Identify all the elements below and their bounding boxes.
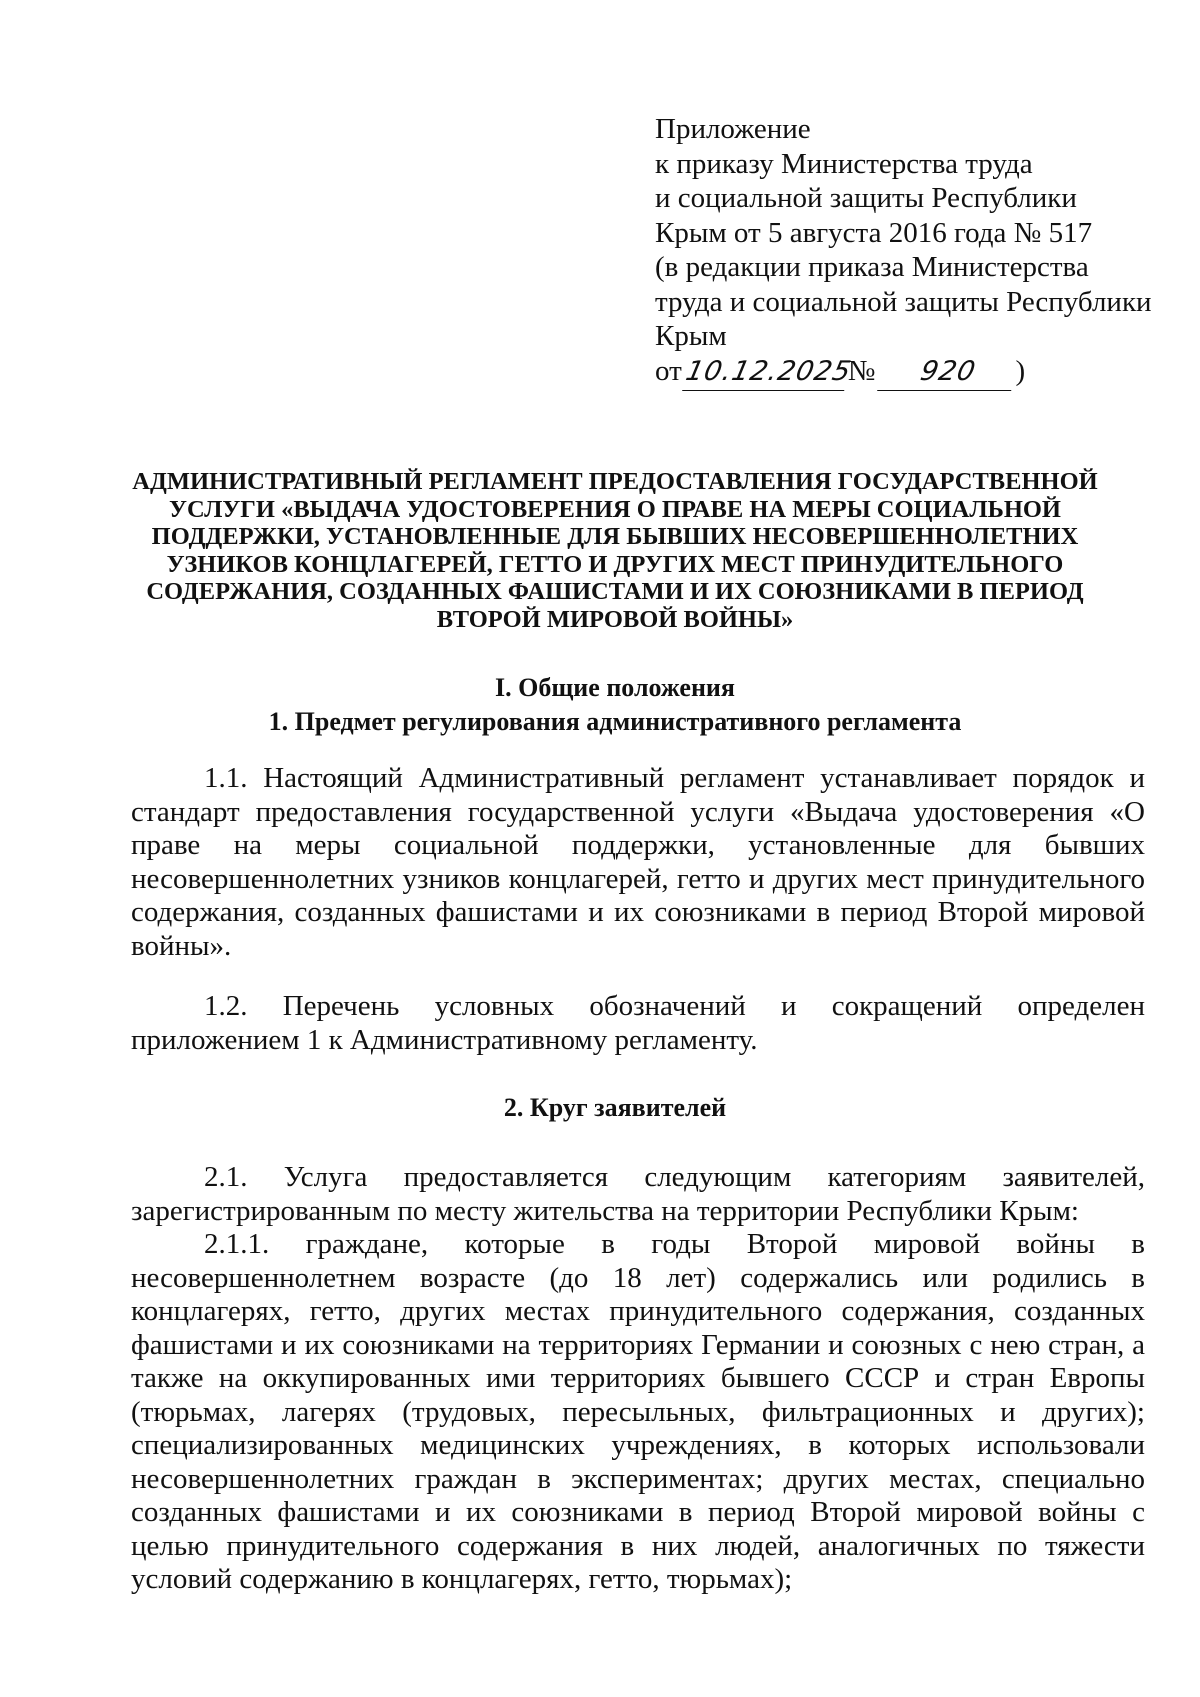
- closing-paren: ): [1015, 354, 1026, 387]
- handwritten-number: 920: [878, 355, 1020, 391]
- section-heading-general: I. Общие положения: [495, 673, 735, 702]
- edition-date-line: [655, 354, 1175, 394]
- appendix-block: [655, 112, 1175, 394]
- paragraph-1-2: 1.2. Перечень условных обозначений и сокращений определен приложением 1 к Административному регламенту.: [131, 990, 1145, 1056]
- paragraph-2-1-1: 2.1.1. граждане, которые в годы Второй мировой войны в несовершеннолетнем возрасте (до 18 лет) содержались или родились в концлагерях, гетто, других местах принудительного содержания, созданных фашистами и их союзниками на территориях Германии и союзных с нею стран, а также на оккупированных ими территориях бывшего СССР и стран Европы (тюрьмах, лагерях (трудовых, пересыльных, фильтрационных и других); специализированных медицинских учреждениях, в которых использовали несовершеннолетних граждан в экспериментах; других местах, специально созданных фашистами и их союзниками в период Второй мировой войны с целью принудительного содержания в них людей, аналогичных по тяжести условий содержанию в концлагерях, гетто, тюрьмах);: [131, 1228, 1145, 1595]
- paragraph-2-1: 2.1. Услуга предоставляется следующим категориям заявителей, зарегистрированным по месту жительства на территории Республики Крым:: [131, 1161, 1145, 1227]
- appendix-line: и социальной защиты Республики: [655, 182, 1077, 214]
- handwritten-date: 10.12.2025: [682, 355, 852, 391]
- appendix-line: к приказу Министерства труда: [655, 147, 1033, 180]
- appendix-line: труда и социальной защиты Республики: [655, 285, 1152, 318]
- appendix-line: Крым: [655, 320, 727, 352]
- appendix-line: Приложение: [655, 113, 811, 145]
- paragraph-1-1: 1.1. Настоящий Административный регламент устанавливает порядок и стандарт предоставления государственной услуги «Выдача удостоверения «О праве на меры социальной поддержки, установленные для бывших несовершеннолетних узников концлагерей, гетто и других мест принудительного содержания, созданных фашистами и их союзниками в период Второй мировой войны».: [131, 762, 1145, 962]
- appendix-line: (в редакции приказа Министерства: [655, 251, 1089, 283]
- ot-label: от: [655, 354, 682, 387]
- section-heading-applicants: 2. Круг заявителей: [503, 1093, 727, 1122]
- appendix-line: Крым от 5 августа 2016 года № 517: [655, 216, 1093, 249]
- number-label: №: [847, 354, 876, 387]
- document-title: АДМИНИСТРАТИВНЫЙ РЕГЛАМЕНТ ПРЕДОСТАВЛЕНИЯ ГОСУДАРСТВЕННОЙ УСЛУГИ «ВЫДАЧА УДОСТОВЕРЕНИЯ О ПРАВЕ НА МЕРЫ СОЦИАЛЬНОЙ ПОДДЕРЖКИ, УСТАНОВЛЕННЫЕ ДЛЯ БЫВШИХ НЕСОВЕРШЕННОЛЕТНИХ УЗНИКОВ КОНЦЛАГЕРЕЙ, ГЕТТО И ДРУГИХ МЕСТ ПРИНУДИТЕЛЬНОГО СОДЕРЖАНИЯ, СОЗДАННЫХ ФАШИСТАМИ И ИХ СОЮЗНИКАМИ В ПЕРИОД ВТОРОЙ МИРОВОЙ ВОЙНЫ»: [132, 468, 1098, 633]
- subsection-heading-subject: 1. Предмет регулирования административного регламента: [268, 707, 962, 736]
